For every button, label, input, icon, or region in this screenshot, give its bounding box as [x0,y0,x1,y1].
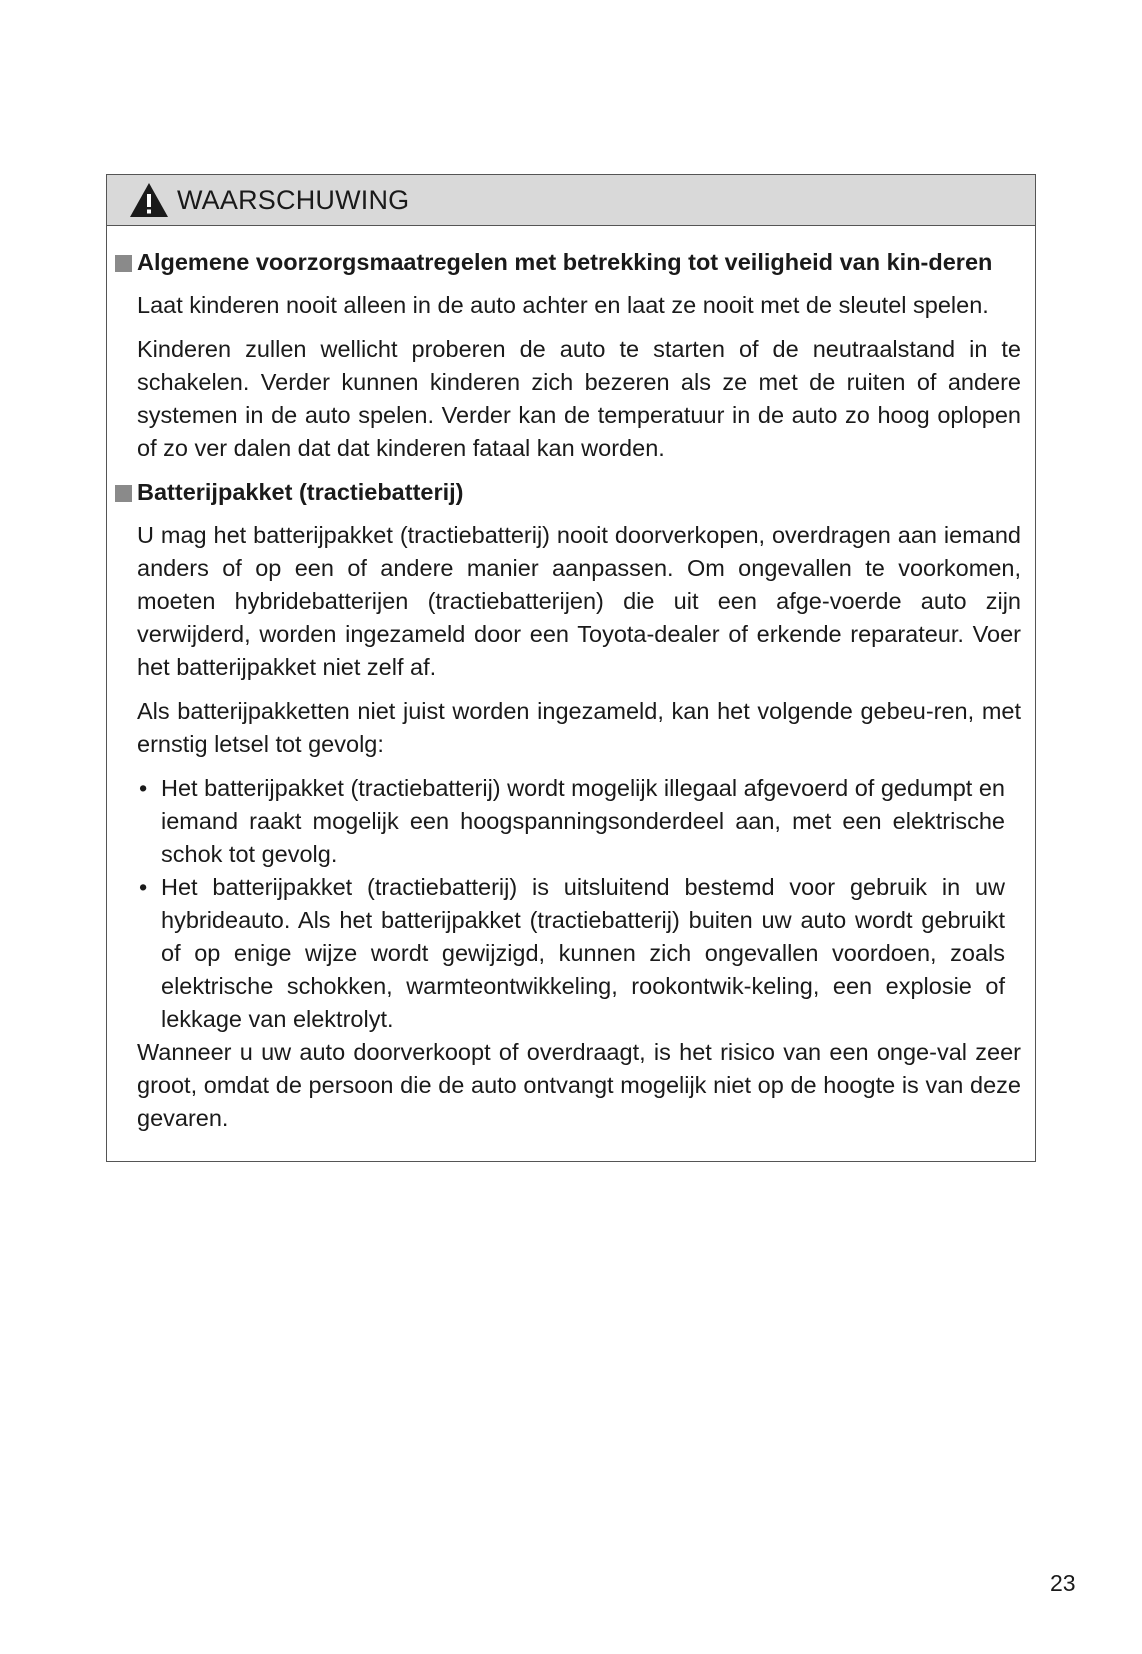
bullet-icon: • [139,775,148,801]
warning-header [107,175,1035,226]
closing-paragraph: Wanneer u uw auto doorverkoopt of overdraagt, is het risico van een onge-val zeer groot, omdat de persoon die de auto ontvangt mogelijk niet op de hoogte is van deze gevaren. [137,1039,1021,1131]
list-item [137,772,1005,871]
heading-square-icon [115,255,132,272]
section-heading-children-safety [137,246,1021,279]
paragraph: Laat kinderen nooit alleen in de auto achter en laat ze nooit met de sleutel spelen. [137,292,989,318]
warning-content [107,226,1035,1135]
warning-box [106,174,1036,1162]
warning-title: WAARSCHUWING [177,184,410,215]
warning-triangle-icon [129,182,169,218]
paragraph: Als batterijpakketten niet juist worden ingezameld, kan het volgende gebeu-ren, met ernstig letsel tot gevolg: [137,698,1021,757]
paragraph: U mag het batterijpakket (tractiebatterij) nooit doorverkopen, overdragen aan iemand anders of op een of andere manier aanpassen. Om ongevallen te voorkomen, moeten hybridebatterijen (tractiebatterijen) die uit een afge-voerde auto zijn verwijderd, worden ingezameld door een Toyota-dealer of erkende reparateur. Voer het batterijpakket niet zelf af. [137,522,1021,680]
page-number: 23 [1050,1570,1076,1596]
section-heading-battery-pack [137,476,1021,509]
list-item [137,871,1005,1036]
bullet-icon: • [139,874,148,900]
paragraph: Kinderen zullen wellicht proberen de auto te starten of de neutraalstand in te schakelen. Verder kunnen kinderen zich bezeren als ze met de ruiten of andere systemen in de auto spelen. Verder kan de temperatuur in de auto zo hoog oplopen of zo ver dalen dat dat kinderen fataal kan worden. [137,336,1021,461]
heading-square-icon [115,485,132,502]
list-item-text: Het batterijpakket (tractiebatterij) wordt mogelijk illegaal afgevoerd of gedumpt en iemand raakt mogelijk een hoogspanningsonderdeel aan, met een elektrische schok tot gevolg. [161,775,1005,867]
list-item-text: Het batterijpakket (tractiebatterij) is uitsluitend bestemd voor gebruik in uw hybrideauto. Als het batterijpakket (tractiebatterij) buiten uw auto wordt gebruikt of op enige wijze wordt gewijzigd, kunnen zich ongevallen voordoen, zoals elektrische schokken, warmteontwikkeling, rookontwik-keling, een explosie of lekkage van elektrolyt. [161,874,1005,1032]
bullet-list [137,772,1021,1036]
section-heading-text: Algemene voorzorgsmaatregelen met betrekking tot veiligheid van kin-deren [137,249,993,275]
section-heading-text: Batterijpakket (tractiebatterij) [137,479,464,505]
